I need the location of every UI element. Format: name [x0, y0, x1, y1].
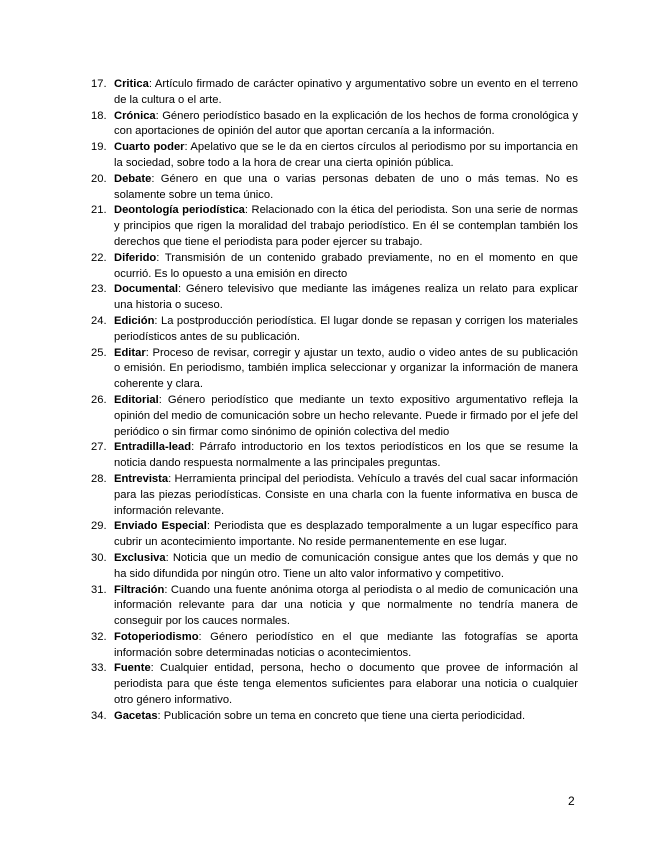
glossary-entry: [88, 472, 578, 519]
entry-term: Fotoperiodismo: [114, 630, 199, 643]
entry-definition: : Párrafo introductorio en los textos periodísticos en los que se resume la noticia dando respuesta normalmente a las principales preguntas.: [114, 441, 578, 470]
glossary-entry: [88, 251, 578, 283]
entry-term: Deontología periodística: [114, 204, 245, 217]
page-number: 2: [568, 794, 575, 808]
entry-definition: : Género en que una o varias personas debaten de uno o más temas. No es solamente sobre un tema único.: [114, 172, 578, 201]
entry-term: Diferido: [114, 251, 157, 264]
entry-definition: : Género periodístico en el que mediante las fotografías se aporta información sobre determinadas noticias o acontecimientos.: [114, 630, 578, 659]
entry-definition: : Cualquier entidad, persona, hecho o documento que provee de información al periodista para que éste tenga elementos suficientes para elaborar una noticia o cualquier otro género informativo.: [114, 662, 578, 707]
entry-definition: : Género televisivo que mediante las imágenes realiza un relato para explicar una historia o suceso.: [114, 283, 578, 312]
entry-definition: : Apelativo que se le da en ciertos círculos al periodismo por su importancia en la sociedad, sobre todo a la hora de crear una cierta opinión pública.: [114, 141, 578, 169]
glossary-entry: [88, 282, 578, 314]
entry-number: 19.: [91, 141, 107, 154]
entry-definition: : Artículo firmado de carácter opinativo y argumentativo sobre un evento en el terreno de la cultura o el arte.: [114, 78, 578, 106]
entry-definition: : Noticia que un medio de comunicación consigue antes que los demás y que no ha sido difundida por ningún otro. Tiene un alto valor informativo y competitivo.: [114, 551, 578, 580]
entry-definition: : Género periodístico basado en la explicación de los hechos de forma cronológica y con aportaciones de opinión del autor que aportan cercanía a la información.: [114, 109, 578, 138]
entry-definition: : Relacionado con la ética del periodista. Son una serie de normas y principios que rigen la moralidad del trabajo periodístico. En él se contemplan también los derechos que tiene el periodista para poder ejercer su trabajo.: [114, 204, 578, 248]
entry-term: Filtración: [114, 583, 165, 596]
entry-definition: : Periodista que es desplazado temporalmente a un lugar específico para cubrir un acontecimiento importante. No reside permanentemente en ese lugar.: [114, 520, 578, 549]
entry-term: Editar: [114, 346, 146, 359]
glossary-entry: [88, 709, 578, 725]
entry-number: 29.: [91, 520, 107, 533]
entry-definition: : Publicación sobre un tema en concreto que tiene una cierta periodicidad.: [157, 709, 526, 722]
entry-number: 25.: [91, 346, 107, 359]
glossary-entry: [88, 172, 578, 204]
entry-number: 27.: [91, 441, 107, 454]
entry-term: Entrevista: [114, 472, 169, 485]
entry-term: Crónica: [114, 109, 156, 122]
entry-number: 24.: [91, 314, 107, 327]
entry-definition: : Cuando una fuente anónima otorga al periodista o al medio de comunicación una información relevante para dar una noticia y que normalmente no tendría manera de conseguir por los cauces normales.: [114, 583, 578, 628]
entry-definition: : Género periodístico que mediante un texto expositivo argumentativo refleja la opinión del medio de comunicación sobre un hecho relevante. Puede ir firmado por el jefe del periódico o sin firmar como sinónimo de opinión colectiva del medio: [114, 393, 578, 438]
entry-number: 26.: [91, 393, 107, 406]
glossary-entry: [88, 203, 578, 250]
entry-number: 23.: [91, 283, 107, 296]
entry-term: Fuente: [114, 662, 151, 675]
entry-term: Gacetas: [114, 709, 158, 722]
entry-definition: : Proceso de revisar, corregir y ajustar un texto, audio o video antes de su publicación o emisión. En periodismo, también implica seleccionar y organizar la información de manera coherente y clara.: [114, 346, 578, 391]
entry-term: Documental: [114, 283, 179, 296]
glossary-entry: [88, 109, 578, 141]
entry-definition: : Transmisión de un contenido grabado previamente, no en el momento en que ocurrió. Es lo opuesto a una emisión en directo: [114, 251, 578, 280]
glossary-list: [88, 77, 578, 725]
glossary-entry: [88, 314, 578, 346]
glossary-entry: [88, 661, 578, 708]
glossary-entry: [88, 77, 578, 109]
glossary-entry: [88, 551, 578, 583]
entry-definition: : Herramienta principal del periodista. Vehículo a través del cual sacar información para las piezas periodísticas. Consiste en una charla con la fuente informativa en busca de información relevante.: [114, 472, 578, 517]
entry-number: 21.: [91, 204, 107, 217]
entry-definition: : La postproducción periodística. El lugar donde se repasan y corrigen los materiales periodísticos antes de su publicación.: [114, 314, 578, 343]
entry-number: 20.: [91, 172, 107, 185]
entry-number: 33.: [91, 662, 107, 675]
entry-term: Enviado Especial: [114, 520, 207, 533]
entry-number: 34.: [91, 709, 107, 722]
entry-term: Cuarto poder: [114, 141, 185, 154]
glossary-entry: [88, 630, 578, 662]
entry-term: Editorial: [114, 393, 159, 406]
entry-number: 31.: [91, 583, 107, 596]
entry-term: Exclusiva: [114, 551, 166, 564]
glossary-entry: [88, 393, 578, 440]
entry-term: Critica: [114, 78, 149, 90]
glossary-entry: [88, 140, 578, 172]
entry-term: Debate: [114, 172, 152, 185]
entry-number: 22.: [91, 251, 107, 264]
entry-number: 30.: [91, 551, 107, 564]
glossary-entry: [88, 583, 578, 630]
glossary-entry: [88, 346, 578, 393]
entry-term: Entradilla-lead: [114, 441, 192, 454]
entry-number: 17.: [91, 78, 107, 90]
entry-number: 32.: [91, 630, 107, 643]
entry-number: 28.: [91, 472, 107, 485]
entry-term: Edición: [114, 314, 155, 327]
glossary-entry: [88, 440, 578, 472]
entry-number: 18.: [91, 109, 107, 122]
glossary-entry: [88, 519, 578, 551]
